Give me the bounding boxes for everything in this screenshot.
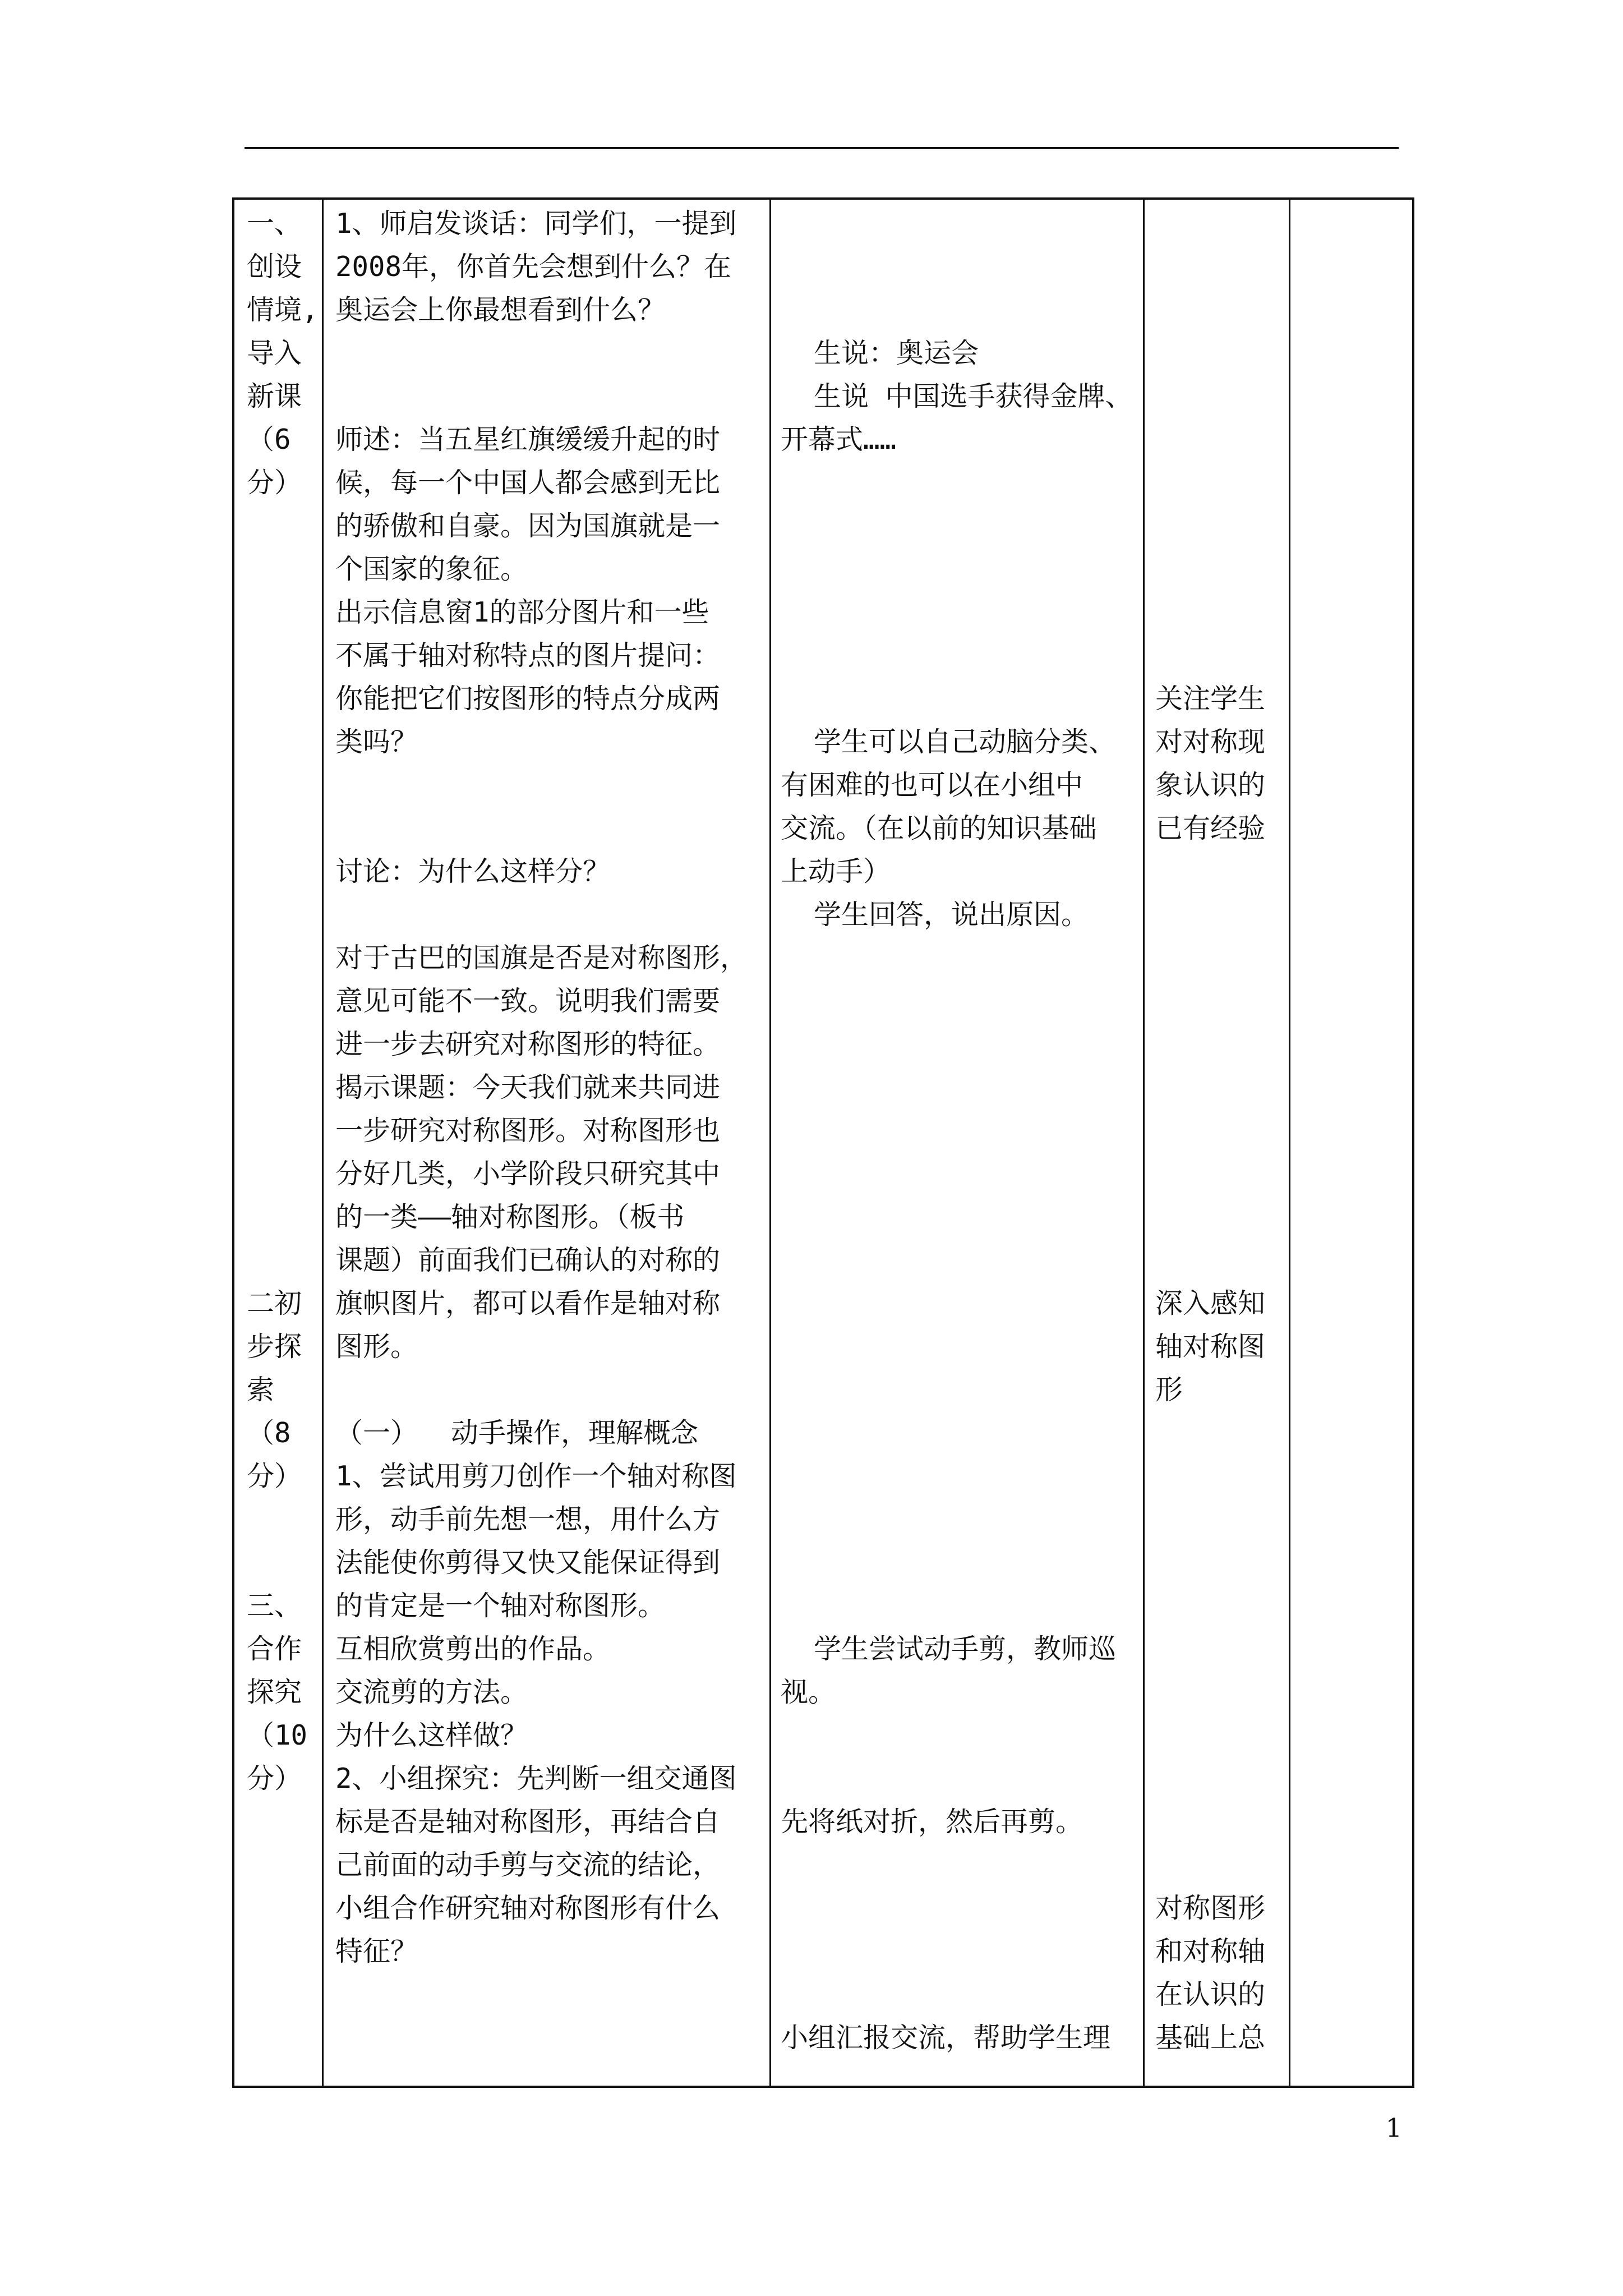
column-divider <box>322 200 324 2086</box>
stage-column: 一、 创设 情境, 导入 新课 （6 分） 二初 步探 索 （8 分） 三、 合作 探究 （10 分） <box>247 208 319 1795</box>
column-divider <box>1289 200 1290 2086</box>
column-divider <box>1143 200 1145 2086</box>
column-divider <box>769 200 771 2086</box>
header-rule <box>245 147 1399 149</box>
page-number: 1 <box>1385 2113 1402 2143</box>
lesson-plan-table <box>232 197 1414 2088</box>
design-intent-column: 关注学生 对对称现 象认识的 已有经验 深入感知 轴对称图 形 对称图形 和对称轴 在认识的 基础上总 <box>1155 683 1266 2054</box>
student-activity-column: 生说：奥运会 生说 中国选手获得金牌、 开幕式…… 学生可以自己动脑分类、 有困难的也可以在小组中 交流。（在以前的知识基础 上动手） 学生回答，说出原因。 学生尝试动手剪，教师巡 视。 先将纸对折，然后再剪。 小组汇报交流，帮助学生理 <box>781 337 1133 2054</box>
teacher-activity-column: 1、师启发谈话：同学们，一提到 2008年，你首先会想到什么？在 奥运会上你最想看到什么？ 师述：当五星红旗缓缓升起的时 候，每一个中国人都会感到无比 的骄傲和自豪。因为国旗就是一 个国家的象征。 出示信息窗1的部分图片和一些 不属于轴对称特点的图片提问： 你能把它们按图形的特点分成两 类吗？ 讨论：为什么这样分？ 对于古巴的国旗是否是对称图形， 意见可能不一致。说明我们需要 进一步去研究对称图形的特征。 揭示课题：今天我们就来共同进 一步研究对称图形。对称图形也 分好几类，小学阶段只研究其中 的一类——轴对称图形。（板书 课题）前面我们已确认的对称的 旗帜图片，都可以看作是轴对称 图形。 （一） 动手操作，理解概念 1、尝试用剪刀创作一个轴对称图 形，动手前先想一想，用什么方 法能使你剪得又快又能保证得到 的肯定是一个轴对称图形。 互相欣赏剪出的作品。 交流剪的方法。 为什么这样做？ 2、小组探究：先判断一组交通图 标是否是轴对称图形，再结合自 己前面的动手剪与交流的结论， 小组合作研究轴对称图形有什么 特征？ <box>335 208 748 1967</box>
